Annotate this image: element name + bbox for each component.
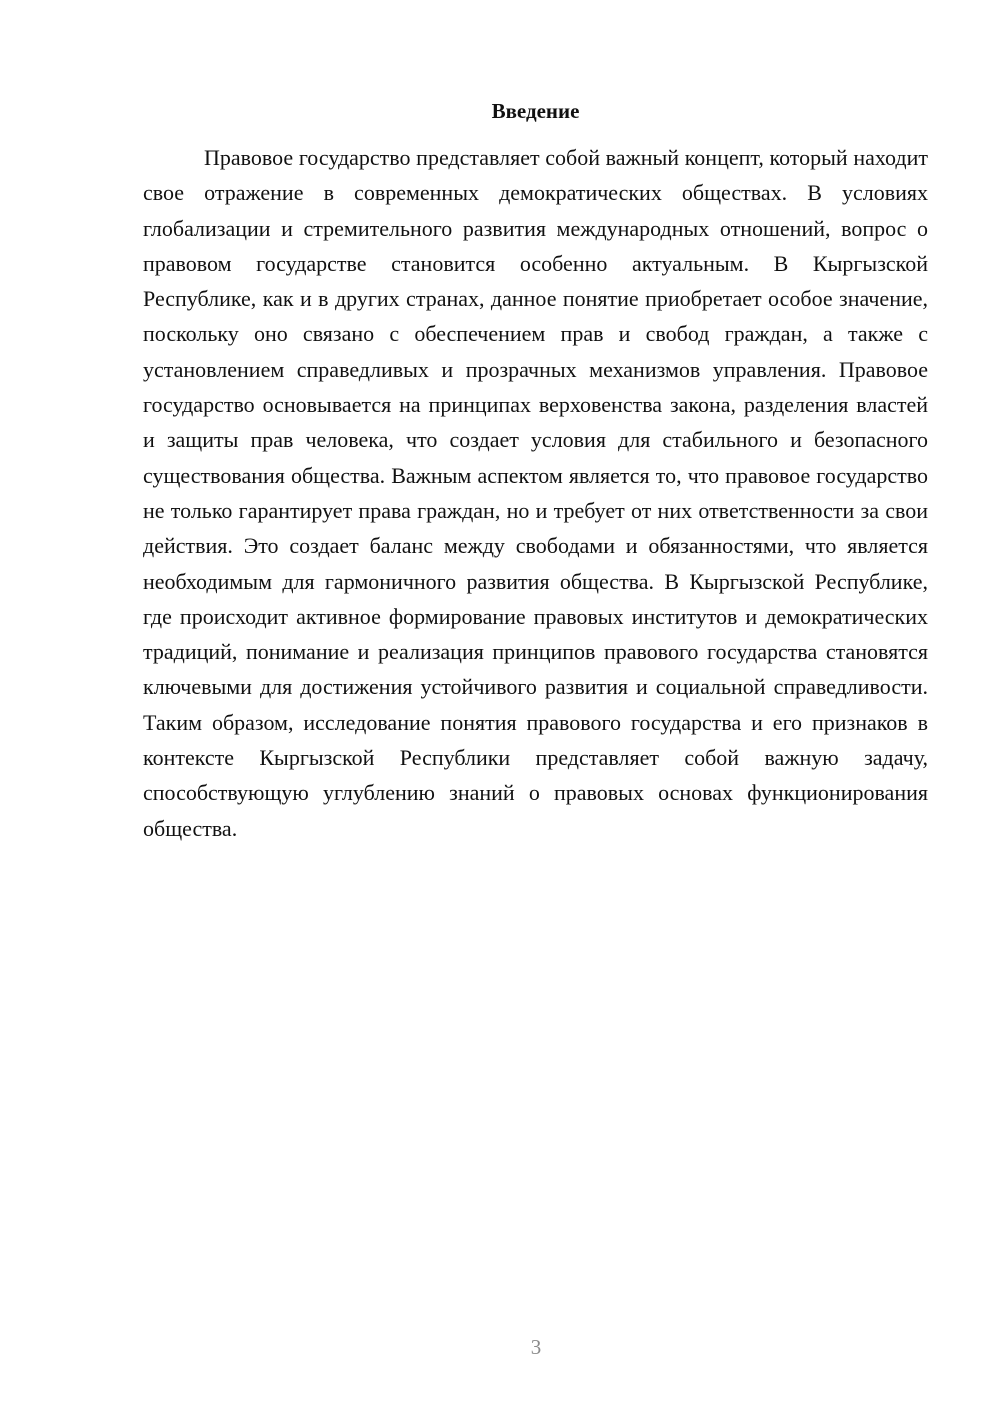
page-number: 3 [530,1335,542,1359]
section-heading: Введение [491,99,580,123]
body-paragraph: Правовое государство представляет собой важный концепт, который находит свое отражение в современных демократических обществах. В условиях глобализации и стремительного развития международных отношений, вопрос о правовом государстве становится особенно актуальным. В Кыргызской Республике, как и в других странах, данное понятие приобретает особое значение, поскольку оно связано с обеспечением прав и свобод граждан, а также с установлением справедливых и прозрачных механизмов управления. Правовое государство основывается на принципах верховенства закона, разделения властей и защиты прав человека, что создает условия для стабильного и безопасного существования общества. Важным аспектом является то, что правовое государство не только гарантирует права граждан, но и требует от них ответственности за свои действия. Это создает баланс между свободами и обязанностями, что является необходимым для гармоничного развития общества. В Кыргызской Республике, где происходит активное формирование правовых институтов и демократических традиций, понимание и реализация принципов правового государства становятся ключевыми для достижения устойчивого развития и социальной справедливости. Таким образом, исследование понятия правового государства и его признаков в контексте Кыргызской Республики представляет собой важную задачу, способствующую углублению знаний о правовых основах функционирования общества. [143,145,928,841]
